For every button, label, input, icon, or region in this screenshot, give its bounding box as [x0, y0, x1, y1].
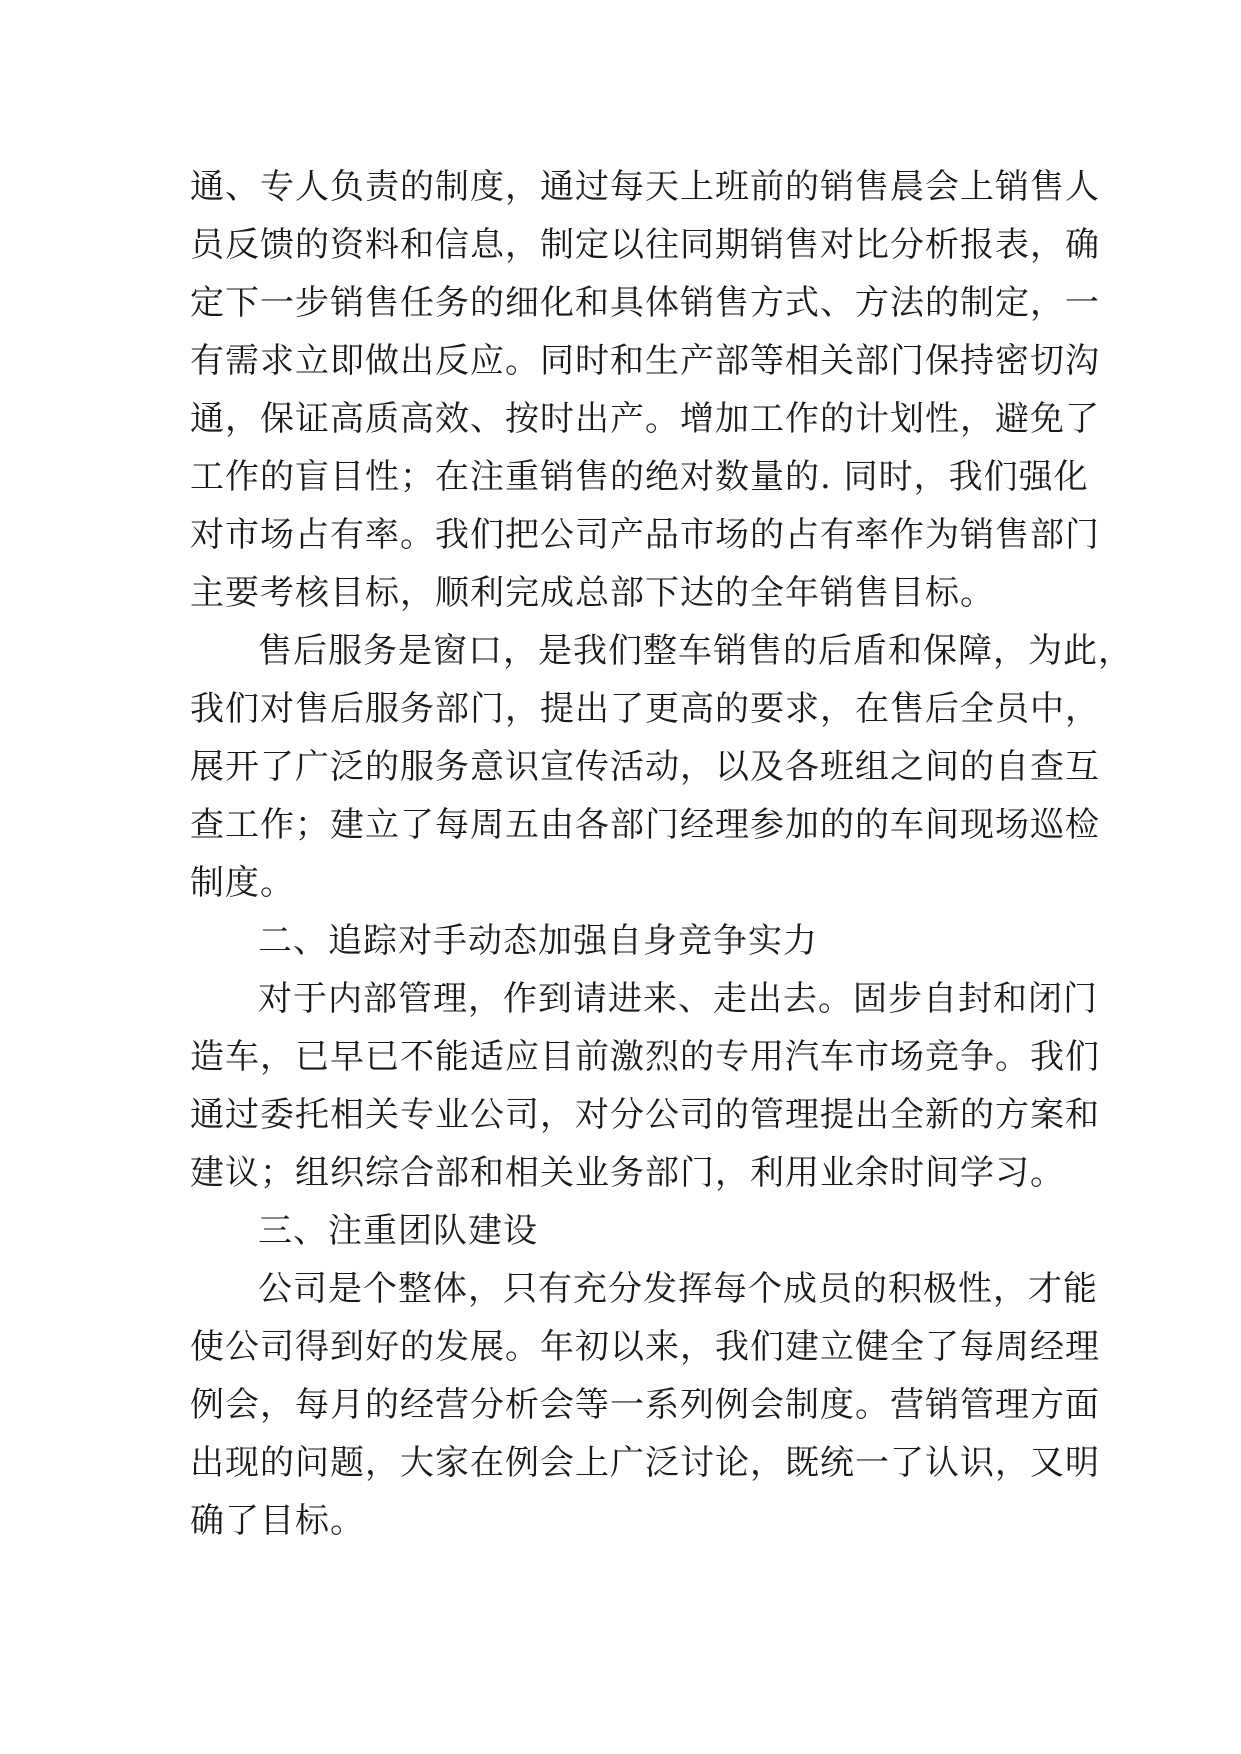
paragraph-line: 有需求立即做出反应。同时和生产部等相关部门保持密切沟 — [190, 341, 1100, 381]
section-heading: 二、追踪对手动态加强自身竞争实力 — [258, 921, 818, 961]
paragraph-line: 对市场占有率。我们把公司产品市场的占有率作为销售部门 — [190, 515, 1100, 555]
paragraph-line: 通，保证高质高效、按时出产。增加工作的计划性，避免了 — [190, 399, 1100, 439]
paragraph-line: 通过委托相关专业公司，对分公司的管理提出全新的方案和 — [190, 1095, 1100, 1135]
document-body — [190, 158, 1133, 1550]
paragraph-line: 售后服务是窗口，是我们整车销售的后盾和保障，为此， — [258, 631, 1133, 671]
paragraph-line: 员反馈的资料和信息，制定以往同期销售对比分析报表，确 — [190, 225, 1100, 265]
paragraph-line: 造车，已早已不能适应目前激烈的专用汽车市场竞争。我们 — [190, 1037, 1100, 1077]
paragraph-line: 使公司得到好的发展。年初以来，我们建立健全了每周经理 — [190, 1327, 1100, 1367]
paragraph-line: 查工作；建立了每周五由各部门经理参加的的车间现场巡检 — [190, 805, 1100, 845]
paragraph-line: 我们对售后服务部门，提出了更高的要求，在售后全员中， — [190, 689, 1100, 729]
paragraph-line: 展开了广泛的服务意识宣传活动，以及各班组之间的自查互 — [190, 747, 1100, 787]
paragraph-line: 定下一步销售任务的细化和具体销售方式、方法的制定，一 — [190, 283, 1100, 323]
paragraph-line: 通、专人负责的制度，通过每天上班前的销售晨会上销售人 — [190, 167, 1100, 207]
paragraph-line: 出现的问题，大家在例会上广泛讨论，既统一了认识，又明 — [190, 1443, 1100, 1483]
paragraph-line: 公司是个整体，只有充分发挥每个成员的积极性，才能 — [258, 1269, 1098, 1309]
paragraph-line: 工作的盲目性；在注重销售的绝对数量的. 同时，我们强化 — [190, 457, 1089, 497]
paragraph-line: 主要考核目标，顺利完成总部下达的全年销售目标。 — [190, 573, 995, 613]
section-heading: 三、注重团队建设 — [258, 1211, 538, 1251]
paragraph-line: 对于内部管理，作到请进来、走出去。固步自封和闭门 — [258, 979, 1098, 1019]
paragraph-line: 例会，每月的经营分析会等一系列例会制度。营销管理方面 — [190, 1385, 1100, 1425]
paragraph-line: 确了目标。 — [190, 1501, 365, 1541]
paragraph-line: 建议；组织综合部和相关业务部门，利用业余时间学习。 — [190, 1153, 1065, 1193]
paragraph-line: 制度。 — [190, 863, 295, 903]
